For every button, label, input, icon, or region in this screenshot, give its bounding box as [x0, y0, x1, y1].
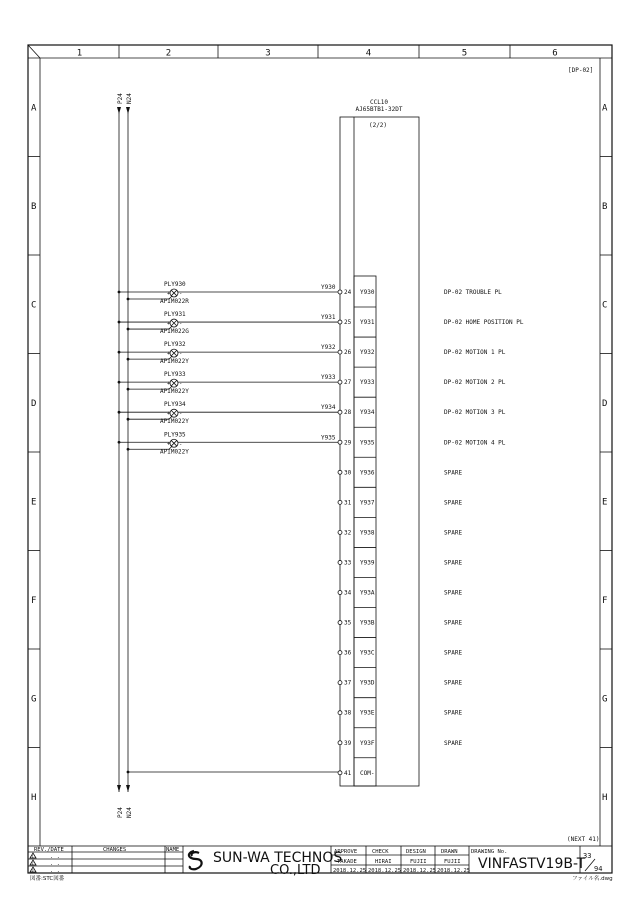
row-marker-right-D: D — [602, 398, 608, 409]
signal-address: Y936 — [360, 469, 375, 477]
rail-label-p24-bottom: P24 — [117, 807, 124, 818]
module-name: CCL10 — [369, 99, 389, 106]
lamp-circuit — [118, 371, 338, 395]
column-marker-2: 2 — [165, 48, 172, 59]
terminal-point — [338, 470, 342, 474]
company-logo-icon — [189, 851, 202, 869]
wire-junction — [118, 321, 121, 324]
signal-address: Y93B — [360, 619, 375, 627]
signal-address: Y935 — [360, 439, 375, 447]
rev-mark-3: 3 — [31, 868, 34, 873]
terminal-number: 30 — [344, 469, 352, 477]
signal-description: DP-02 MOTION 1 PL — [444, 349, 506, 357]
terminal-number: 35 — [344, 619, 352, 627]
drawing-number: VINFASTV19B-T — [478, 856, 586, 872]
wire-number: Y932 — [321, 344, 336, 352]
terminal-point — [338, 500, 342, 504]
sheet-total: 94 — [594, 865, 603, 873]
rail-arrow-p24-bottom — [117, 785, 121, 792]
row-marker-right-H: H — [602, 792, 608, 803]
terminal-point — [338, 440, 342, 444]
row-marker-right-G: G — [602, 694, 608, 705]
rev-mark-1: 1 — [31, 854, 34, 859]
signal-description: SPARE — [444, 739, 463, 747]
terminal-point — [338, 290, 342, 294]
terminal-point — [338, 741, 342, 745]
lamp-tag: PLY931 — [164, 311, 186, 319]
rev-date-2: . . — [50, 861, 60, 867]
signal-address: Y93C — [360, 649, 375, 657]
terminal-number: 34 — [344, 589, 352, 597]
terminal-number: 26 — [344, 349, 352, 357]
wire-number: Y934 — [321, 404, 336, 412]
lamp-tag: PLY935 — [164, 431, 186, 439]
terminal-rows — [338, 289, 524, 777]
check-date: 2018.12.25 — [368, 868, 402, 874]
row-marker-left-B: B — [31, 201, 37, 212]
design-name: FUJII — [410, 859, 427, 865]
lamp-plus: + — [167, 411, 171, 418]
signal-description: SPARE — [444, 529, 463, 537]
rev-date-1: . . — [50, 854, 60, 860]
wire-junction — [127, 358, 130, 361]
sheet-code: [DP-02] — [568, 67, 594, 74]
signal-address: COM- — [360, 769, 375, 777]
signal-description: SPARE — [444, 679, 463, 687]
lamp-tag: PLY933 — [164, 371, 186, 379]
row-marker-left-F: F — [31, 595, 37, 606]
lamp-circuit — [118, 431, 338, 455]
row-marker-right-A: A — [602, 103, 608, 114]
terminal-number: 36 — [344, 649, 352, 657]
lamp-tag: PLY930 — [164, 281, 186, 288]
design-date: 2018.12.25 — [403, 868, 437, 874]
row-marker-right-F: F — [602, 595, 608, 606]
drawn-date: 2018.12.25 — [437, 868, 471, 874]
row-marker-left-D: D — [31, 398, 37, 409]
lamp-minus: - — [179, 411, 183, 418]
terminal-number: 27 — [344, 379, 352, 387]
signal-address: Y93A — [360, 589, 375, 597]
lamp-plus: + — [167, 351, 171, 358]
column-marker-3: 3 — [265, 48, 271, 59]
row-marker-right-B: B — [602, 201, 608, 212]
lamp-circuit — [118, 311, 338, 335]
signal-description: SPARE — [444, 589, 463, 597]
lamp-part-number: APIM022Y — [160, 448, 189, 456]
company-suffix: CO.,LTD — [270, 863, 321, 878]
row-marker-left-E: E — [31, 497, 37, 508]
signal-description: DP-02 MOTION 4 PL — [444, 439, 506, 447]
terminal-point — [338, 651, 342, 655]
signal-description: SPARE — [444, 619, 463, 627]
signal-description: SPARE — [444, 499, 463, 507]
com-junction — [127, 771, 130, 774]
terminal-number: 24 — [344, 289, 352, 296]
row-marker-right-E: E — [602, 497, 608, 508]
signal-address: Y939 — [360, 559, 375, 567]
next-sheet: (NEXT 41) — [567, 836, 600, 843]
signal-address: Y930 — [360, 289, 375, 296]
rev-date-3: . . — [50, 868, 60, 874]
lamp-minus: - — [179, 441, 183, 448]
lamp-tag: PLY932 — [164, 341, 186, 349]
design-label: DESIGN — [406, 849, 426, 855]
wire-number: Y930 — [321, 284, 336, 291]
terminal-number: 38 — [344, 709, 352, 717]
rail-arrow-n24-bottom — [126, 785, 130, 792]
signal-address: Y933 — [360, 379, 375, 387]
signal-address: Y932 — [360, 349, 375, 357]
wire-junction — [127, 298, 130, 301]
terminal-number: 31 — [344, 499, 352, 507]
signal-address: Y934 — [360, 409, 375, 417]
row-markers — [28, 103, 612, 803]
row-marker-left-G: G — [31, 694, 37, 705]
terminal-number: 37 — [344, 679, 352, 687]
row-marker-left-C: C — [31, 300, 37, 311]
lamp-tag: PLY934 — [164, 401, 186, 409]
signal-address: Y93F — [360, 739, 375, 747]
wire-number: Y935 — [321, 434, 336, 442]
footer-drawing-ref: 図番:STC図番 — [30, 876, 65, 882]
drawn-label: DRAWN — [441, 849, 458, 855]
module-model: AJ65BTB1-32DT — [355, 106, 403, 113]
terminal-point — [338, 771, 342, 775]
check-name: HIRAI — [375, 859, 392, 865]
module-page: (2/2) — [368, 122, 388, 129]
terminal-point — [338, 380, 342, 384]
company-name: SUN-WA TECHNOS — [213, 850, 343, 866]
terminal-point — [338, 591, 342, 595]
wire-junction — [127, 448, 130, 451]
column-marker-5: 5 — [461, 48, 468, 59]
lamp-part-number: APIM022Y — [160, 388, 189, 396]
column-marker-1: 1 — [76, 48, 83, 59]
module-box — [340, 117, 419, 786]
wire-junction — [118, 441, 121, 444]
power-rails — [117, 93, 133, 818]
terminal-number: 32 — [344, 529, 352, 537]
terminal-point — [338, 350, 342, 354]
sheet-number: 33 — [583, 852, 592, 860]
wire-junction — [118, 351, 121, 354]
terminal-point — [338, 320, 342, 324]
name-header: NAME — [166, 847, 180, 853]
wire-junction — [118, 411, 121, 414]
terminal-point — [338, 681, 342, 685]
check-label: CHECK — [372, 849, 389, 855]
wire-junction — [118, 381, 121, 384]
terminal-number: 29 — [344, 439, 352, 447]
signal-description: DP-02 MOTION 2 PL — [444, 379, 506, 387]
drawing-no-label: DRAWING No. — [471, 849, 508, 855]
outer-border — [28, 45, 612, 873]
terminal-point — [338, 560, 342, 564]
lamp-minus: - — [179, 321, 183, 328]
title-block — [28, 846, 612, 878]
terminal-point — [338, 530, 342, 534]
lamp-part-number: APIM022Y — [160, 358, 189, 366]
lamp-circuit — [118, 401, 338, 425]
signal-address: Y938 — [360, 529, 375, 537]
row-marker-left-H: H — [31, 792, 37, 803]
terminal-number: 25 — [344, 319, 352, 327]
signal-description: SPARE — [444, 559, 463, 567]
approve-label: APPROVE — [334, 849, 358, 855]
signal-description: SPARE — [444, 469, 463, 477]
terminal-point — [338, 621, 342, 625]
signal-description: DP-02 TROUBLE PL — [444, 289, 502, 296]
column-marker-6: 6 — [552, 48, 558, 59]
lamp-minus: - — [179, 291, 183, 297]
lamp-circuit — [118, 341, 338, 365]
wire-junction — [118, 291, 121, 294]
approve-name: TAKADE — [337, 859, 357, 865]
wire-number: Y931 — [321, 314, 336, 322]
row-marker-left-A: A — [31, 103, 37, 114]
lamp-plus: + — [167, 291, 171, 297]
com-circuit — [127, 771, 338, 774]
footer-file-name: ファイル名.dwg — [572, 876, 613, 882]
lamp-plus: + — [167, 381, 171, 388]
signal-description: SPARE — [444, 709, 463, 717]
changes-header: CHANGES — [103, 847, 127, 853]
lamp-minus: - — [179, 351, 183, 358]
lamp-circuits — [118, 281, 338, 455]
wire-junction — [127, 328, 130, 331]
row-marker-right-C: C — [602, 300, 608, 311]
lamp-plus: + — [167, 321, 171, 328]
rail-label-n24-bottom: N24 — [126, 807, 133, 818]
rail-label-n24-top: N24 — [126, 93, 133, 104]
signal-description: DP-02 HOME POSITION PL — [444, 319, 524, 327]
terminal-number: 28 — [344, 409, 352, 417]
signal-description: DP-02 MOTION 3 PL — [444, 409, 506, 417]
signal-address: Y931 — [360, 319, 375, 327]
terminal-point — [338, 711, 342, 715]
wire-junction — [127, 388, 130, 391]
signal-address: Y93E — [360, 709, 375, 717]
wire-junction — [127, 418, 130, 421]
lamp-part-number: APIM022Y — [160, 418, 189, 426]
lamp-part-number: APIM022R — [160, 298, 189, 305]
lamp-part-number: APIM022G — [160, 328, 189, 336]
signal-address: Y93D — [360, 679, 375, 687]
signal-description: SPARE — [444, 649, 463, 657]
lamp-plus: + — [167, 441, 171, 448]
signal-address: Y937 — [360, 499, 375, 507]
rail-label-p24-top: P24 — [117, 93, 124, 104]
corner-mark — [28, 45, 40, 58]
terminal-number: 33 — [344, 559, 352, 567]
rev-mark-2: 2 — [31, 861, 34, 866]
wire-number: Y933 — [321, 374, 336, 382]
terminal-number: 41 — [344, 769, 352, 777]
column-markers — [77, 45, 558, 59]
terminal-number: 39 — [344, 739, 352, 747]
drawn-name: FUJII — [444, 859, 461, 865]
terminal-point — [338, 410, 342, 414]
lamp-circuit — [118, 281, 338, 305]
approve-date: 2018.12.25 — [333, 868, 367, 874]
lamp-minus: - — [179, 381, 183, 388]
column-marker-4: 4 — [365, 48, 372, 59]
rev-date-header: REV./DATE — [34, 847, 64, 853]
